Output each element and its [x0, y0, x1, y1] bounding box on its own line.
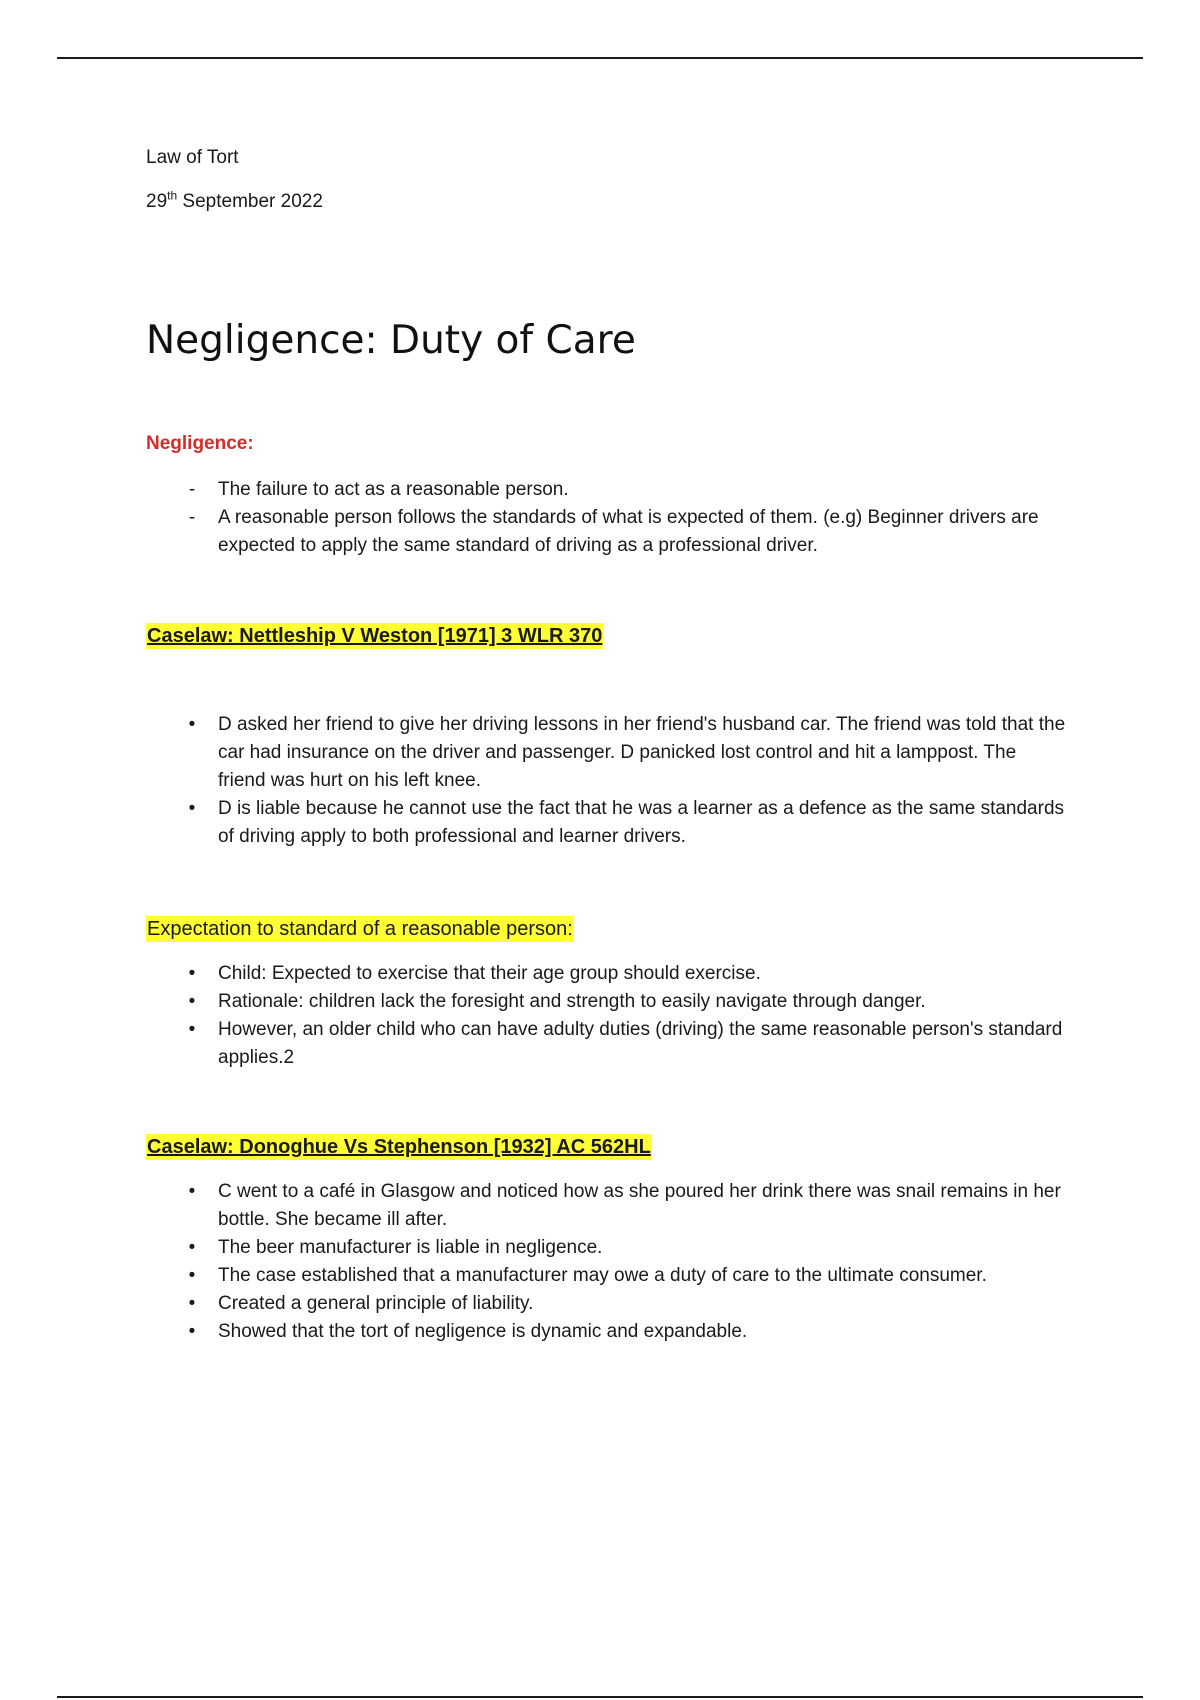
date-day: 29 [146, 191, 168, 212]
list-item: • Showed that the tort of negligence is dynamic and expandable. [146, 1318, 1066, 1346]
expectation-list [146, 960, 1066, 1072]
negligence-list [146, 476, 1066, 560]
list-item: • The case established that a manufacturer may owe a duty of care to the ultimate consumer. [146, 1262, 1066, 1290]
top-rule [57, 57, 1143, 59]
nettleship-list [146, 711, 1066, 851]
document-date [146, 188, 323, 213]
bullet-marker: • [188, 991, 196, 1012]
expectation-heading: Expectation to standard of a reasonable person: [147, 918, 573, 940]
page-title: Negligence: Duty of Care [146, 318, 636, 363]
list-item: • D is liable because he cannot use the fact that he was a learner as a defence as the same standards of driving apply to both professional and learner drivers. [146, 795, 1066, 851]
bottom-rule [57, 1696, 1143, 1698]
dash-marker: - [188, 507, 196, 528]
bullet-marker: • [188, 1265, 196, 1286]
bullet-marker: • [188, 963, 196, 984]
bullet-marker: • [188, 1019, 196, 1040]
list-item: • Rationale: children lack the foresight and strength to easily navigate through danger. [146, 988, 1066, 1016]
list-item: • C went to a café in Glasgow and noticed how as she poured her drink there was snail remains in her bottle. She became ill after. [146, 1178, 1066, 1234]
bullet-marker: • [188, 1293, 196, 1314]
donoghue-list [146, 1178, 1066, 1346]
list-item: • Child: Expected to exercise that their age group should exercise. [146, 960, 1066, 988]
caselaw-nettleship-heading: Caselaw: Nettleship V Weston [1971] 3 WLR 370 [147, 625, 603, 647]
bullet-marker: • [188, 1321, 196, 1342]
dash-marker: - [188, 479, 196, 500]
date-rest: September 2022 [177, 191, 323, 212]
negligence-heading: Negligence: [146, 433, 254, 454]
list-item: - The failure to act as a reasonable person. [146, 476, 1066, 504]
list-item: • Created a general principle of liability. [146, 1290, 1066, 1318]
date-suffix: th [167, 188, 178, 203]
list-item: • D asked her friend to give her driving lessons in her friend's husband car. The friend was told that the car had insurance on the driver and passenger. D panicked lost control and hit a lamppost. The friend was hurt on his left knee. [146, 711, 1066, 795]
bullet-marker: • [188, 1237, 196, 1258]
caselaw-donoghue-heading: Caselaw: Donoghue Vs Stephenson [1932] AC 562HL [147, 1136, 651, 1158]
bullet-marker: • [188, 1181, 196, 1202]
list-item: • However, an older child who can have adulty duties (driving) the same reasonable person's standard applies.2 [146, 1016, 1066, 1072]
bullet-marker: • [188, 798, 196, 819]
bullet-marker: • [188, 714, 196, 735]
course-name: Law of Tort [146, 147, 239, 168]
list-item: - A reasonable person follows the standards of what is expected of them. (e.g) Beginner drivers are expected to apply the same standard of driving as a professional driver. [146, 504, 1066, 560]
list-item: • The beer manufacturer is liable in negligence. [146, 1234, 1066, 1262]
